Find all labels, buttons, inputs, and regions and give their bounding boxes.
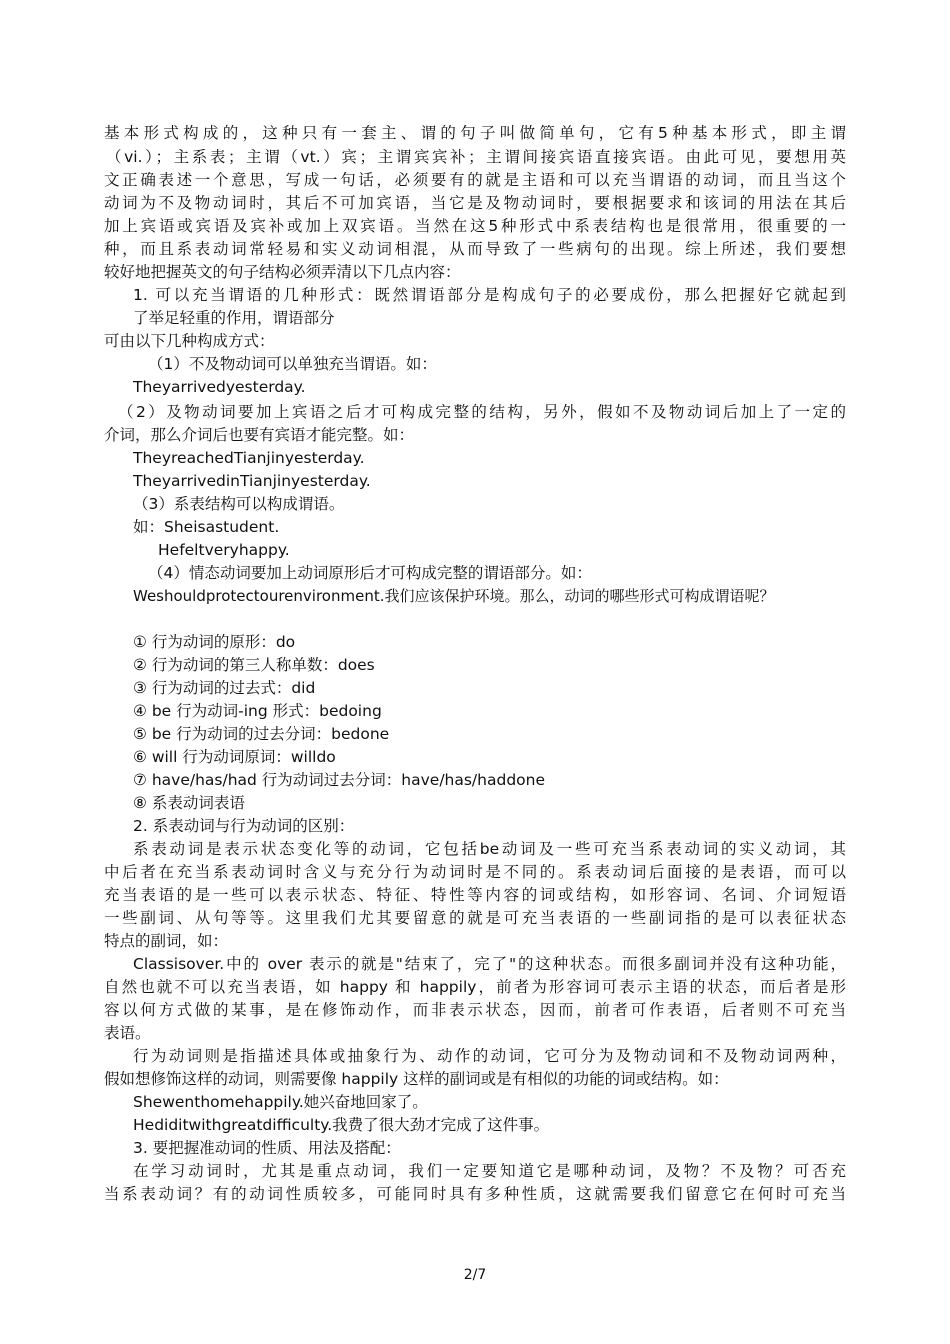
text-line: 当系表动词？有的动词性质较多，可能同时具有多种性质，这就需要我们留意它在何时可充当 bbox=[104, 1185, 846, 1203]
text-line: （vi.）；主系表；主谓（vt.）宾；主谓宾宾补；主谓间接宾语直接宾语。由此可见，要想用英 bbox=[106, 148, 846, 166]
text-line: 特点的副词，如： bbox=[104, 932, 229, 950]
example-sentence: Hefeltveryhappy. bbox=[158, 541, 290, 559]
example-sentence: Shewenthomehappily.她兴奋地回家了。 bbox=[133, 1093, 428, 1111]
text-line: 表语。 bbox=[104, 1024, 151, 1042]
text-line: 中后者在充当系表动词时含义与充分行为动词时是不同的。系表动词后面接的是表语，而可以 bbox=[104, 863, 846, 881]
section-heading: 1. 可以充当谓语的几种形式：既然谓语部分是构成句子的必要成份，那么把握好它就起到 bbox=[133, 286, 846, 304]
text-line: 动词为不及物动词时，其后不可加宾语，当它是及物动词时，要根据要求和该词的用法在其后 bbox=[104, 194, 846, 212]
text-line: 自然也就不可以充当表语，如 happy 和 happily，前者为形容词可表示主语的状态，而后者是形 bbox=[104, 978, 846, 996]
text-line: 容以何方式做的某事，是在修饰动作，而非表示状态，因而，前者可作表语，后者则不可充当 bbox=[104, 1001, 846, 1019]
text-line: 文正确表述一个意思，写成一句话，必须要有的就是主语和可以充当谓语的动词，而且当这个 bbox=[104, 171, 846, 189]
text-line: 较好地把握英文的句子结构必须弄清以下几点内容： bbox=[104, 263, 461, 281]
list-item: ⑥ will 行为动词原词：willdo bbox=[133, 748, 336, 766]
text-line: 加上宾语或宾语及宾补或加上双宾语。当然在这5种形式中系表结构也是很常用，很重要的一 bbox=[104, 217, 846, 235]
example-sentence: 如：Sheisastudent. bbox=[133, 518, 280, 536]
list-item: ① 行为动词的原形：do bbox=[133, 633, 296, 651]
list-item: ⑧ 系表动词表语 bbox=[133, 794, 245, 812]
text-line: （2）及物动词要加上宾语之后才可构成完整的结构，另外，假如不及物动词后加上了一定的 bbox=[118, 403, 846, 421]
text-line: 可由以下几种构成方式： bbox=[104, 332, 275, 350]
list-item: ⑤ be 行为动词的过去分词：bedone bbox=[133, 725, 390, 743]
text-line: Classisover.中的 over 表示的就是"结束了，完了"的这种状态。而很多副词并没有这种功能， bbox=[133, 955, 846, 973]
example-sentence: Theyarrivedyesterday. bbox=[133, 378, 306, 396]
text-line: 介词，那么介词后也要有宾语才能完整。如： bbox=[104, 426, 415, 444]
example-sentence: Hediditwithgreatdifficulty.我费了很大劲才完成了这件事。 bbox=[133, 1116, 550, 1134]
text-line: （3）系表结构可以构成谓语。 bbox=[133, 495, 345, 513]
list-item: ④ be 行为动词-ing 形式：bedoing bbox=[133, 702, 382, 720]
text-line: （1）不及物动词可以单独充当谓语。如： bbox=[148, 355, 437, 373]
text-line: 种，而且系表动词常轻易和实义动词相混，从而导致了一些病句的出现。综上所述，我们要想 bbox=[104, 240, 846, 258]
list-item: ⑦ have/has/had 行为动词过去分词：have/has/haddone bbox=[133, 771, 545, 789]
text-line: 系表动词是表示状态变化等的动词，它包括be动词及一些可充当系表动词的实义动词，其 bbox=[133, 840, 846, 858]
text-line: 在学习动词时，尤其是重点动词，我们一定要知道它是哪种动词，及物？不及物？可否充 bbox=[133, 1162, 846, 1180]
page-number: 2/7 bbox=[463, 1267, 487, 1283]
section-heading: 2. 系表动词与行为动词的区别： bbox=[133, 817, 355, 835]
example-sentence: Weshouldprotectourenvironment.我们应该保护环境。那么，动词的哪些形式可构成谓语呢？ bbox=[133, 587, 775, 605]
list-item: ③ 行为动词的过去式：did bbox=[133, 679, 316, 697]
example-sentence: TheyarrivedinTianjinyesterday. bbox=[133, 472, 371, 490]
example-sentence: TheyreachedTianjinyesterday. bbox=[133, 449, 365, 467]
section-heading: 3. 要把握准动词的性质、用法及搭配： bbox=[133, 1139, 401, 1157]
text-line: 行为动词则是指描述具体或抽象行为、动作的动词，它可分为及物动词和不及物动词两种， bbox=[133, 1047, 846, 1065]
text-line: 了举足轻重的作用，谓语部分 bbox=[133, 309, 335, 327]
text-line: 充当表语的是一些可以表示状态、特征、特性等内容的词或结构，如形容词、名词、介词短语 bbox=[104, 886, 846, 904]
text-line: 一些副词、从句等等。这里我们尤其要留意的就是可充当表语的一些副词指的是可以表征状态 bbox=[104, 909, 846, 927]
text-line: （4）情态动词要加上动词原形后才可构成完整的谓语部分。如： bbox=[148, 564, 592, 582]
text-line: 基本形式构成的，这种只有一套主、谓的句子叫做简单句，它有5种基本形式，即主谓 bbox=[104, 124, 846, 142]
list-item: ② 行为动词的第三人称单数：does bbox=[133, 656, 375, 674]
text-line: 假如想修饰这样的动词，则需要像 happily 这样的副词或是有相似的功能的词或结构。如： bbox=[104, 1070, 729, 1088]
